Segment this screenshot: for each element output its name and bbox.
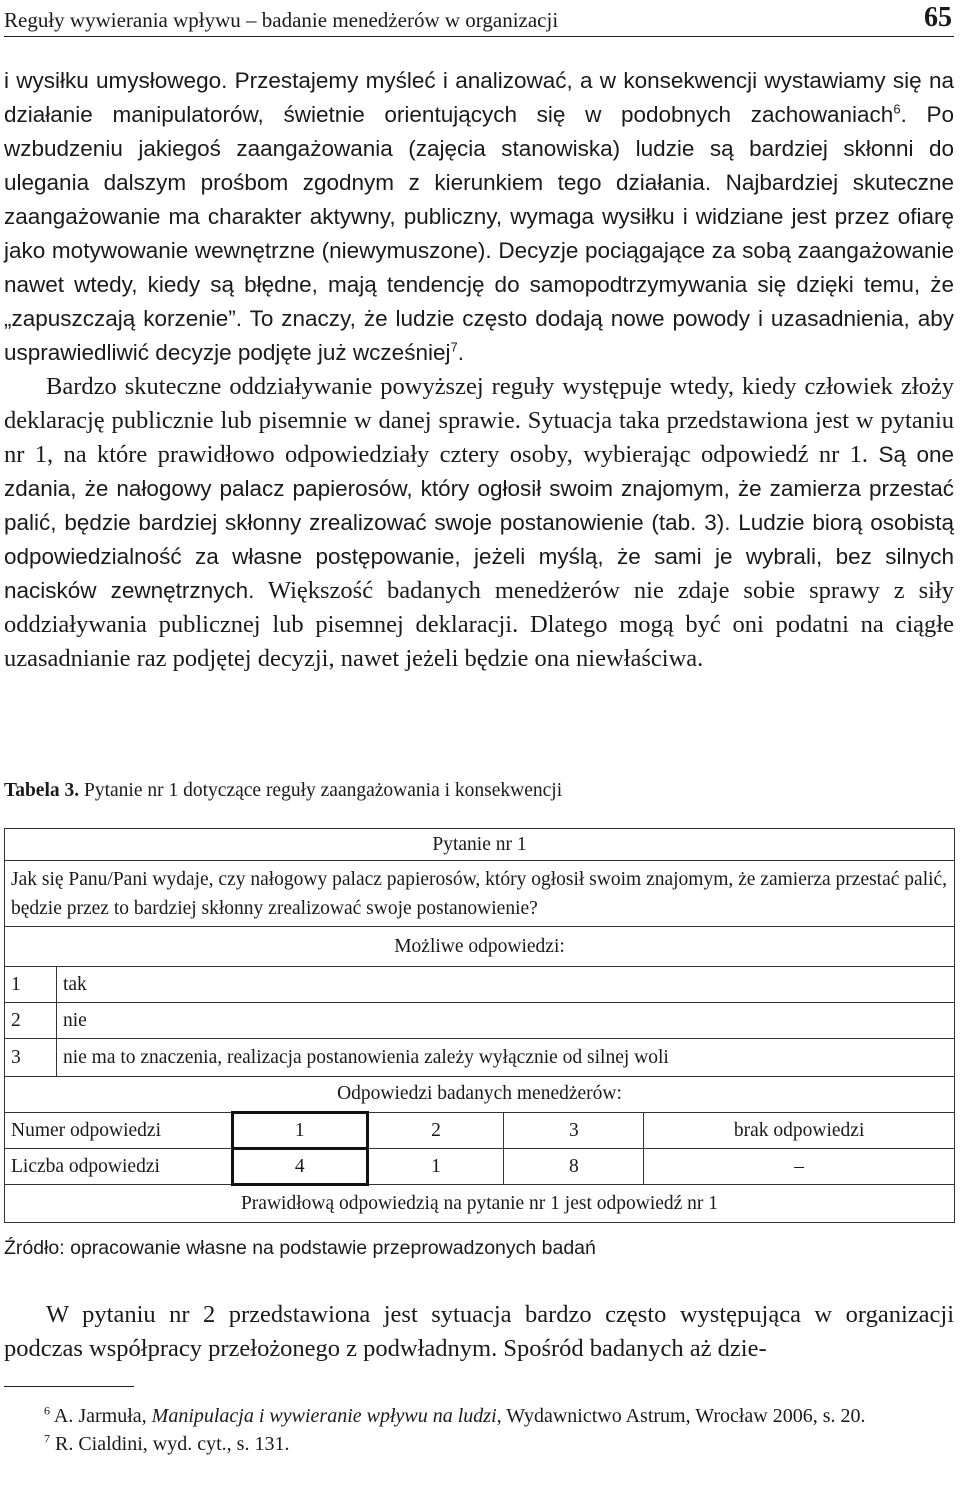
intro-paragraph: [4, 64, 954, 370]
running-header: [4, 2, 954, 37]
count-cell: –: [644, 1149, 955, 1185]
page-number: 65: [924, 2, 952, 33]
answer-row: [5, 967, 955, 1003]
column-header-cell: 2: [367, 1113, 504, 1149]
correct-answer-row: [5, 1185, 955, 1223]
table-source: Źródło: opracowanie własne na podstawie przeprowadzonych badań: [4, 1237, 596, 1259]
column-header-cell: brak odpowiedzi: [644, 1113, 955, 1149]
question-text: Jak się Panu/Pani wydaje, czy nałogowy palacz papierosów, który ogłosił swoim znajomym, że zamierza przestać palić, będzie przez to bardziej skłonny zrealizować swoje postanowienie?: [5, 861, 955, 927]
footnote-book-title: Manipulacja i wywieranie wpływu na ludzi: [151, 1405, 497, 1427]
footnote-7: [4, 1430, 954, 1458]
answer-number: 1: [5, 967, 57, 1003]
answer-number: 3: [5, 1039, 57, 1077]
count-cell: 1: [367, 1149, 504, 1185]
possible-answers-label: Możliwe odpowiedzi:: [5, 927, 955, 967]
responses-label-row: [5, 1077, 955, 1113]
footnote-separator: [4, 1386, 134, 1387]
possible-answers-row: [5, 927, 955, 967]
paragraph-2-block: [4, 1298, 954, 1366]
row-label-number: Numer odpowiedzi: [5, 1113, 233, 1149]
footnote-text: A. Jarmuła,: [50, 1405, 152, 1427]
body-text-block: [4, 64, 954, 676]
question-table: [4, 828, 955, 1223]
paragraph-1-part-2: Sytuacja taka przedstawiona jest w pytaniu nr 1, na które prawidłowo odpowiedziały cztery osoby, wybierając odpowiedź nr 1.: [4, 407, 955, 468]
answer-number-row: [5, 1113, 955, 1149]
answer-text: nie: [56, 1003, 954, 1039]
row-label-count: Liczba odpowiedzi: [5, 1149, 233, 1185]
paragraph-1-part-4: Większość badanych menedżerów nie zdaje sobie sprawy z siły oddziaływania publicznej lub pisemnej deklaracji. Dlatego mogą być oni podatni na ciągłe uzasadnianie raz podjętej decyzji, nawet jeżeli będzie ona niewłaściwa.: [4, 577, 954, 672]
footnote-6: [4, 1402, 954, 1430]
intro-sentence-1: i wysiłku umysłowego. Przestajemy myśleć i analizować, a w konsekwencji wystawiamy się na działanie manipulatorów, świetnie orientujących się w podobnych zachowaniach: [4, 68, 954, 127]
intro-sentence-3: .: [457, 340, 464, 365]
answer-text: tak: [56, 967, 954, 1003]
footnote-text: R. Cialdini, wyd. cyt., s. 131.: [50, 1433, 290, 1455]
count-cell: 4: [232, 1149, 367, 1185]
footnote-ref-6[interactable]: 6: [893, 101, 901, 117]
paragraph-2: W pytaniu nr 2 przedstawiona jest sytuacja bardzo często występująca w organizacji podczas współpracy przełożonego z podwładnym. Spośród badanych aż dzie-: [4, 1301, 954, 1362]
count-cell: 8: [504, 1149, 644, 1185]
intro-sentence-2: . Po wzbudzeniu jakiegoś zaangażowania (zajęcia stanowiska) ludzie są bardziej skłonni do ulegania dalszym prośbom zgodnym z kierunkiem tego działania. Najbardziej skuteczne zaangażowanie ma charakter aktywny, publiczny, wymaga wysiłku i widziane jest przez ofiarę jako motywowanie wewnętrzne (niewymuszone). Decyzje pociągające za sobą zaangażowanie nawet wtedy, kiedy są błędne, mają tendencję do samopodtrzymywania się dzięki temu, że „zapuszczają korzenie”. To znaczy, że ludzie często dodają nowe powody i uzasadnienia, aby usprawiedliwić decyzje podjęte już wcześniej: [4, 102, 954, 365]
correct-answer-text: Prawidłową odpowiedzią na pytanie nr 1 jest odpowiedź nr 1: [5, 1185, 955, 1223]
paragraph-1-part-3: Są one zdania, że nałogowy palacz papierosów, który ogłosił swoim znajomym, że zamierza przestać palić, będzie bardziej skłonny zrealizować swoje postanowienie (tab. 3). Ludzie biorą osobistą odpowiedzialność za własne postępowanie, jeżeli myślą, że sami je wybrali, bez silnych nacisków zewnętrznych.: [4, 442, 954, 603]
answer-row: [5, 1039, 955, 1077]
running-title: Reguły wywierania wpływu – badanie menedżerów w organizacji: [4, 8, 559, 32]
answer-count-row: [5, 1149, 955, 1185]
table-caption: [4, 780, 562, 802]
answer-number: 2: [5, 1003, 57, 1039]
column-header-cell: 3: [504, 1113, 644, 1149]
footnote-number: 7: [44, 1431, 50, 1446]
table-caption-text: Pytanie nr 1 dotyczące reguły zaangażowania i konsekwencji: [79, 780, 563, 801]
footnote-text: , Wydawnictwo Astrum, Wrocław 2006, s. 20.: [496, 1405, 866, 1427]
responses-label: Odpowiedzi badanych menedżerów:: [5, 1077, 955, 1113]
question-row: [5, 861, 955, 927]
table-header-row: [5, 829, 955, 861]
answer-text: nie ma to znaczenia, realizacja postanowienia zależy wyłącznie od silnej woli: [56, 1039, 954, 1077]
answer-row: [5, 1003, 955, 1039]
footnote-ref-7[interactable]: 7: [450, 339, 458, 355]
table-header: Pytanie nr 1: [5, 829, 955, 861]
column-header-cell: 1: [232, 1113, 367, 1149]
footnotes: [4, 1402, 954, 1458]
paragraph-1: [4, 370, 954, 676]
table-caption-label: Tabela 3.: [4, 780, 80, 801]
footnote-number: 6: [44, 1403, 50, 1418]
paragraph-1-part-1: Bardzo skuteczne oddziaływanie powyższej reguły występuje wtedy, kiedy człowiek złoży deklarację publicznie lub pisemnie w danej sprawie.: [4, 373, 954, 434]
